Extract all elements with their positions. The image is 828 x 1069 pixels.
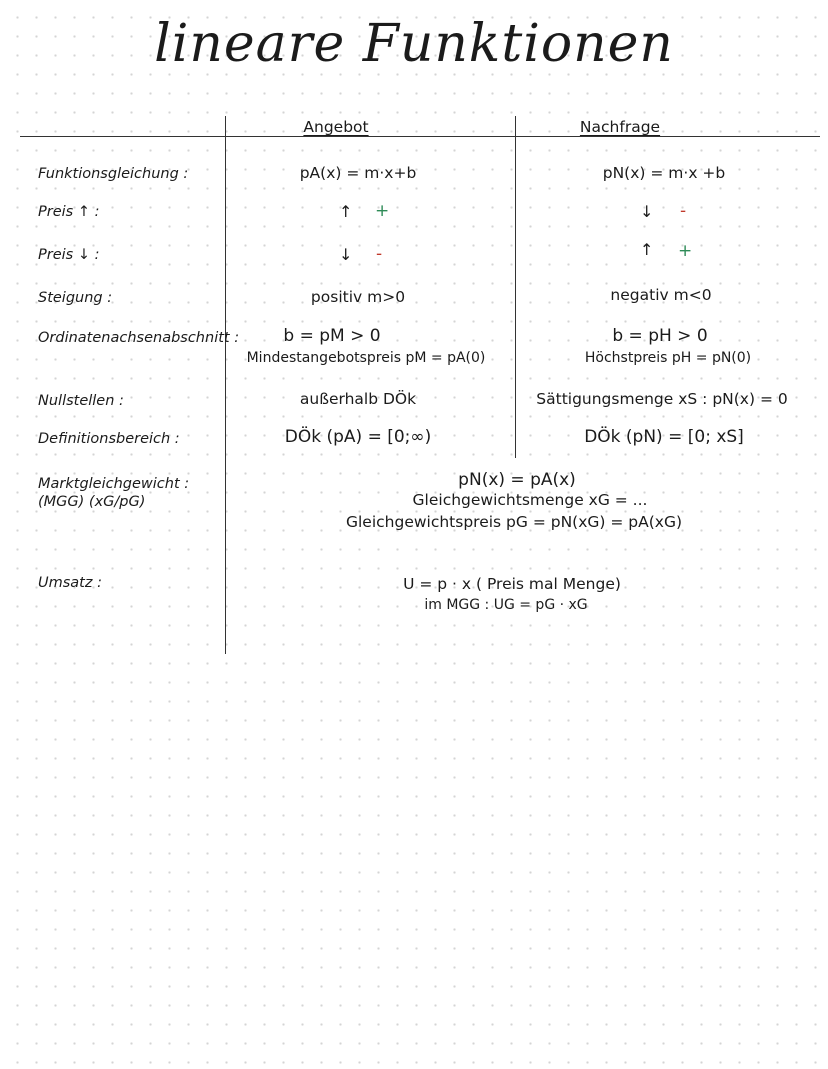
demand-price-down-arrow-icon: ↑ xyxy=(640,240,654,259)
demand-max-price: Höchstpreis pH = pN(0) xyxy=(584,350,752,366)
row-label-domain: Definitionsbereich : xyxy=(38,431,180,447)
demand-zeros: Sättigungsmenge xS : pN(x) = 0 xyxy=(536,390,788,408)
label-column-divider xyxy=(225,116,226,654)
supply-min-price: Mindestangebotspreis pM = pA(0) xyxy=(246,350,486,366)
demand-price-up-arrow-icon: ↓ xyxy=(640,202,654,221)
supply-price-down-arrow-icon: ↓ xyxy=(339,245,353,264)
supply-price-down-sign: - xyxy=(376,244,383,264)
row-label-function-equation: Funktionsgleichung : xyxy=(38,166,189,182)
row-label-price-up: Preis ↑ : xyxy=(38,204,100,220)
equilibrium-quantity: Gleichgewichtsmenge xG = ... xyxy=(412,491,648,509)
column-header-demand: Nachfrage xyxy=(579,118,661,136)
row-label-intercept: Ordinatenachsenabschnitt : xyxy=(38,330,240,346)
demand-price-up-sign: - xyxy=(680,201,687,221)
equilibrium-price: Gleichgewichtspreis pG = pN(xG) = pA(xG) xyxy=(345,513,683,531)
row-label-slope: Steigung : xyxy=(38,290,113,306)
table-header-divider xyxy=(20,136,820,137)
row-label-zeros: Nullstellen : xyxy=(38,393,124,409)
supply-demand-divider xyxy=(515,116,516,458)
revenue-at-equilibrium: im MGG : UG = pG · xG xyxy=(424,597,588,613)
demand-function-equation: pN(x) = m·x +b xyxy=(602,164,726,182)
supply-price-up-arrow-icon: ↑ xyxy=(339,202,353,221)
supply-price-up-sign: + xyxy=(375,201,390,221)
row-label-price-down: Preis ↓ : xyxy=(38,247,100,263)
demand-intercept: b = pH > 0 xyxy=(612,326,708,346)
equilibrium-condition: pN(x) = pA(x) xyxy=(458,470,576,490)
row-label-revenue: Umsatz : xyxy=(38,575,102,591)
supply-zeros: außerhalb DÖk xyxy=(299,390,417,408)
demand-price-down-sign: + xyxy=(678,241,693,261)
row-label-equilibrium-notation: (MGG) (xG/pG) xyxy=(38,494,146,510)
demand-domain: DÖk (pN) = [0; xS] xyxy=(584,427,744,447)
demand-slope: negativ m<0 xyxy=(610,286,712,304)
supply-slope: positiv m>0 xyxy=(310,288,406,306)
page-title: lineare Funktionen xyxy=(154,14,674,74)
supply-domain: DÖk (pA) = [0;∞) xyxy=(284,427,432,447)
supply-function-equation: pA(x) = m·x+b xyxy=(299,164,417,182)
row-label-equilibrium: Marktgleichgewicht : xyxy=(38,476,190,492)
revenue-formula: U = p · x ( Preis mal Menge) xyxy=(403,575,621,593)
column-header-supply: Angebot xyxy=(303,118,369,136)
supply-intercept: b = pM > 0 xyxy=(283,326,381,346)
